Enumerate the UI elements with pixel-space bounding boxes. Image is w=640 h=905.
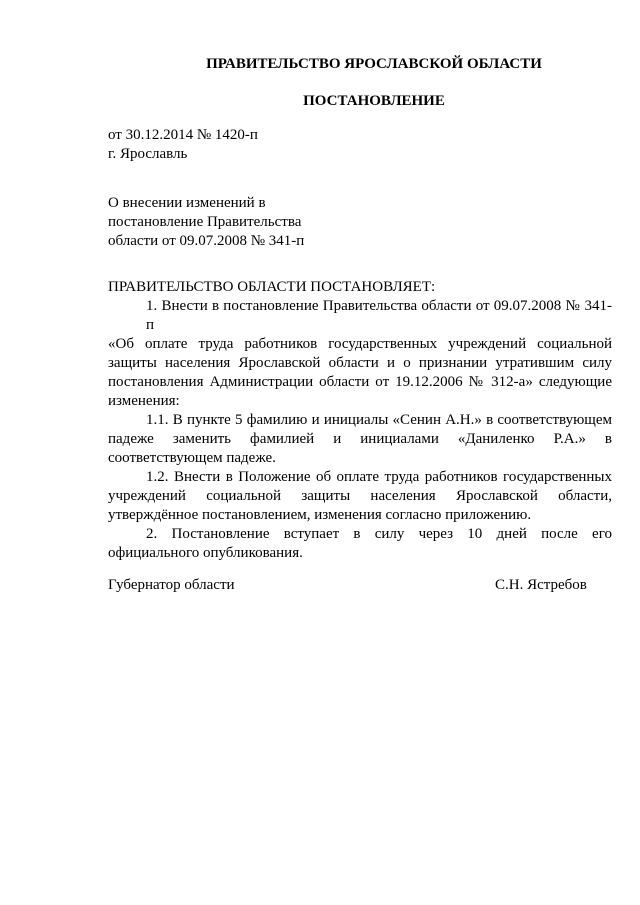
clause-1-2-line: 1.2. Внести в Положение об оплате труда работников государственных <box>146 469 612 485</box>
clause-1-line: постановления Администрации области от 19.12.2006 № 312-а» следующие <box>108 374 612 390</box>
clause-2-line: официального опубликования. <box>108 545 303 561</box>
resolution-body <box>108 278 612 563</box>
clause-1-line: «Об оплате труда работников государственных учреждений социальной <box>108 336 612 352</box>
city: г. Ярославль <box>108 146 188 162</box>
signatory-name: С.Н. Ястребов <box>495 577 587 593</box>
clause-1-2-line: учреждений социальной защиты населения Ярославской области, <box>108 488 612 504</box>
resolution-intro: ПРАВИТЕЛЬСТВО ОБЛАСТИ ПОСТАНОВЛЯЕТ: <box>108 279 436 295</box>
clause-1-1-line: 1.1. В пункте 5 фамилию и инициалы «Сенин А.Н.» в соответствующем <box>146 412 612 428</box>
subject-line: постановление Правительства <box>108 214 302 230</box>
clause-1-1-line: соответствующем падеже. <box>108 450 276 466</box>
government-heading: ПРАВИТЕЛЬСТВО ЯРОСЛАВСКОЙ ОБЛАСТИ <box>206 56 542 72</box>
clause-1-1-line: падеже заменить фамилией и инициалами «Даниленко Р.А.» в <box>108 431 612 447</box>
document-type-heading: ПОСТАНОВЛЕНИЕ <box>303 93 445 109</box>
subject-line: О внесении изменений в <box>108 195 266 211</box>
date-number: от 30.12.2014 № 1420-п <box>108 127 258 143</box>
signatory-title: Губернатор области <box>108 577 235 593</box>
clause-1-line: изменения: <box>108 393 180 409</box>
subject-line: области от 09.07.2008 № 341-п <box>108 233 305 249</box>
clause-1-line: защиты населения Ярославской области и о признании утратившим силу <box>108 355 612 371</box>
clause-2-line: 2. Постановление вступает в силу через 10 дней после его <box>146 526 612 542</box>
clause-1-2-line: утверждённое постановлением, изменения согласно приложению. <box>108 507 532 523</box>
subject-block <box>108 194 612 251</box>
document-meta <box>108 126 612 164</box>
clause-1-line: 1. Внести в постановление Правительства области от 09.07.2008 № 341-п <box>146 298 612 333</box>
